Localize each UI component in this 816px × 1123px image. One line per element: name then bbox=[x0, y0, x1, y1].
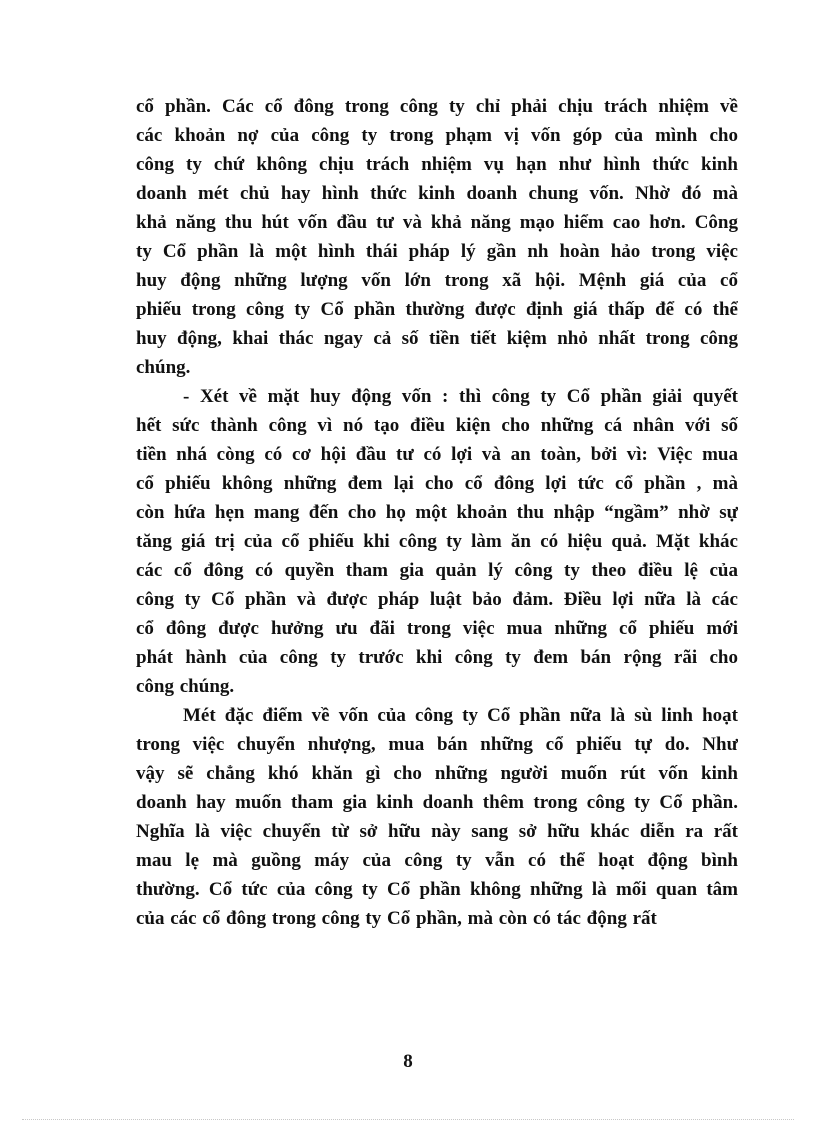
text-line: mau lẹ mà guồng máy của công ty vẫn có thể hoạt động bình bbox=[136, 850, 738, 871]
text-line: cổ phiếu không những đem lại cho cổ đông lợi tức cổ phần , mà bbox=[136, 473, 738, 494]
text-line: các khoản nợ của công ty trong phạm vị vốn góp của mình cho bbox=[136, 125, 738, 146]
text-line: vậy sẽ chẳng khó khăn gì cho những người muốn rút vốn kinh bbox=[136, 763, 738, 784]
text-line: - Xét về mặt huy động vốn : thì công ty Cổ phần giải quyết bbox=[183, 386, 738, 407]
text-line: ty Cổ phần là một hình thái pháp lý gần nh hoàn hảo trong việc bbox=[136, 241, 738, 262]
text-line: khả năng thu hút vốn đầu tư và khả năng mạo hiểm cao hơn. Công bbox=[136, 212, 738, 233]
page-bottom-divider bbox=[22, 1119, 794, 1120]
text-line: phiếu trong công ty Cổ phần thường được định giá thấp để có thể bbox=[136, 299, 738, 320]
text-line: Nghĩa là việc chuyển từ sở hữu này sang sở hữu khác diễn ra rất bbox=[136, 821, 738, 842]
text-line: công ty Cổ phần và được pháp luật bảo đảm. Điều lợi nữa là các bbox=[136, 589, 738, 610]
text-line: thường. Cổ tức của công ty Cổ phần không những là mối quan tâm bbox=[136, 879, 738, 900]
text-line: tăng giá trị của cổ phiếu khi công ty làm ăn có hiệu quả. Mặt khác bbox=[136, 531, 738, 552]
text-line: hết sức thành công vì nó tạo điều kiện cho những cá nhân với số bbox=[136, 415, 738, 436]
text-line: doanh mét chủ hay hình thức kinh doanh chung vốn. Nhờ đó mà bbox=[136, 183, 738, 204]
text-line: Mét đặc điểm về vốn của công ty Cổ phần nữa là sù linh hoạt bbox=[183, 705, 738, 726]
text-line: công ty chứ không chịu trách nhiệm vụ hạn như hình thức kinh bbox=[136, 154, 738, 175]
text-line: còn hứa hẹn mang đến cho họ một khoản thu nhập “ngầm” nhờ sự bbox=[136, 502, 738, 523]
text-line: doanh hay muốn tham gia kinh doanh thêm trong công ty Cổ phần. bbox=[136, 792, 738, 813]
text-line: phát hành của công ty trước khi công ty đem bán rộng rãi cho bbox=[136, 647, 738, 668]
text-line: các cổ đông có quyền tham gia quản lý công ty theo điều lệ của bbox=[136, 560, 738, 581]
text-line: chúng. bbox=[136, 357, 191, 378]
page-number: 8 bbox=[403, 1051, 413, 1072]
text-line: cổ phần. Các cổ đông trong công ty chỉ phải chịu trách nhiệm về bbox=[136, 96, 738, 117]
text-line: của các cổ đông trong công ty Cổ phần, mà còn có tác động rất bbox=[136, 908, 657, 929]
body-text bbox=[136, 92, 738, 933]
text-line: huy động những lượng vốn lớn trong xã hội. Mệnh giá của cổ bbox=[136, 270, 738, 291]
text-line: huy động, khai thác ngay cả số tiền tiết kiệm nhỏ nhất trong công bbox=[136, 328, 738, 349]
text-line: cổ đông được hưởng ưu đãi trong việc mua những cổ phiếu mới bbox=[136, 618, 738, 639]
text-line: trong việc chuyển nhượng, mua bán những cổ phiếu tự do. Như bbox=[136, 734, 738, 755]
text-line: công chúng. bbox=[136, 676, 235, 697]
text-line: tiền nhá còng có cơ hội đầu tư có lợi và an toàn, bởi vì: Việc mua bbox=[136, 444, 738, 465]
